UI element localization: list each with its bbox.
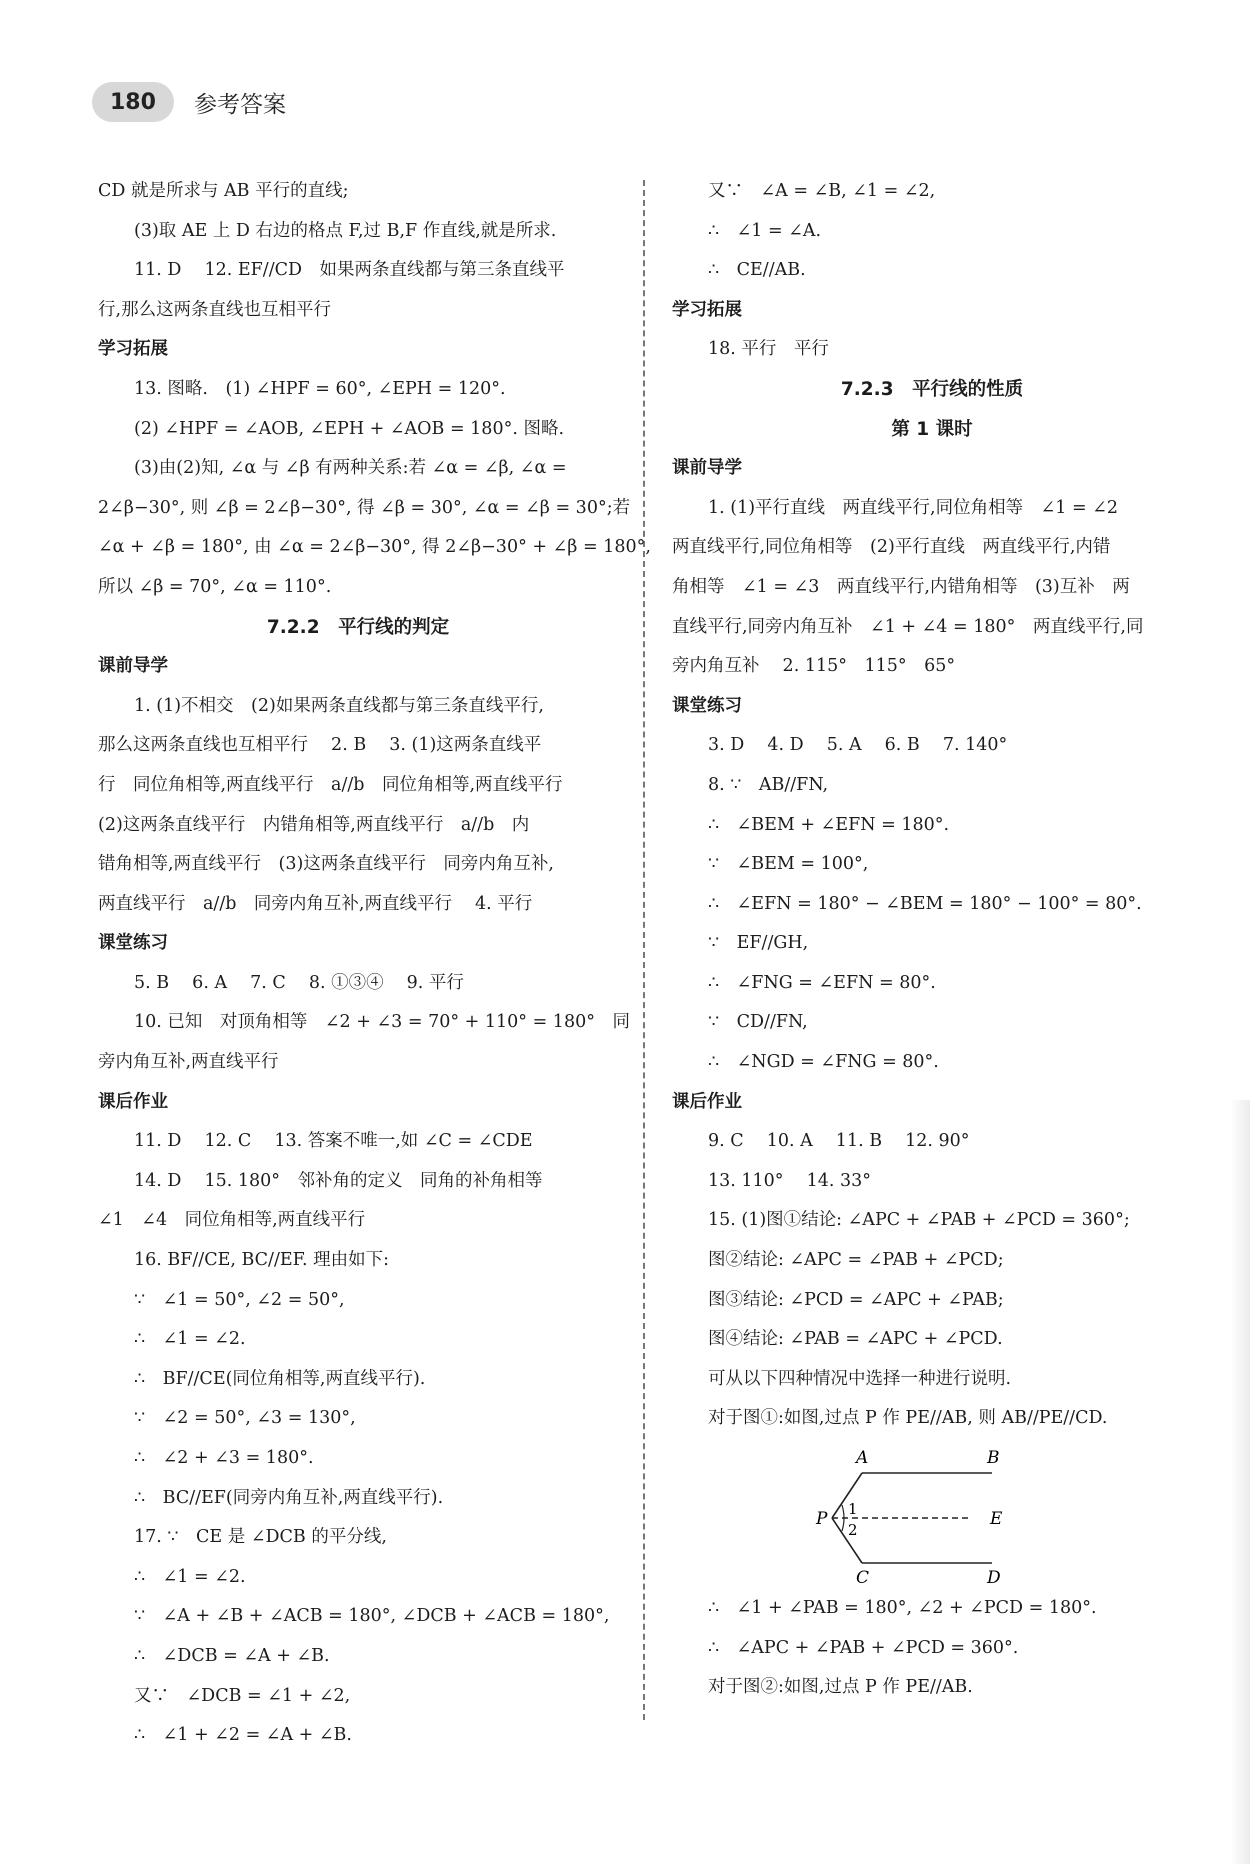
text-line: 15. (1)图①结论: ∠APC + ∠PAB + ∠PCD = 360°; xyxy=(708,1210,1130,1231)
text-line: ∵ ∠A + ∠B + ∠ACB = 180°, ∠DCB + ∠ACB = 180°, xyxy=(134,1606,610,1627)
text-line: 旁内角互补 2. 115° 115° 65° xyxy=(672,656,956,677)
text-line: ∵ CD//FN, xyxy=(708,1012,808,1033)
section-title: 7.2.2 平行线的判定 xyxy=(266,616,450,638)
text-line: 行 同位角相等,两直线平行 a//b 同位角相等,两直线平行 xyxy=(98,774,563,795)
label-b: B xyxy=(987,1448,1000,1468)
text-line: 5. B 6. A 7. C 8. ①③④ 9. 平行 xyxy=(134,972,464,993)
text-line: 11. D 12. C 13. 答案不唯一,如 ∠C = ∠CDE xyxy=(134,1131,533,1152)
text-line: ∴ ∠1 = ∠2. xyxy=(134,1566,246,1587)
page-number: 180 xyxy=(92,82,174,122)
text-line: 两直线平行,同位角相等 (2)平行直线 两直线平行,内错 xyxy=(672,537,1111,558)
left-column xyxy=(98,172,651,1756)
text-line: (2) ∠HPF = ∠AOB, ∠EPH + ∠AOB = 180°. 图略. xyxy=(134,418,565,439)
text-line: (3)取 AE 上 D 右边的格点 F,过 B,F 作直线,就是所求. xyxy=(134,220,557,241)
label-d: D xyxy=(987,1568,1001,1588)
label-c: C xyxy=(856,1568,870,1588)
label-angle-1: 1 xyxy=(848,1500,858,1518)
text-line: 对于图②:如图,过点 P 作 PE//AB. xyxy=(708,1677,973,1698)
section-heading: 课堂练习 xyxy=(98,933,168,954)
text-line: ∴ ∠1 = ∠2. xyxy=(134,1329,246,1350)
text-line: ∵ ∠BEM = 100°, xyxy=(708,854,869,875)
section-heading: 课前导学 xyxy=(672,458,742,479)
text-line: ∵ ∠1 = 50°, ∠2 = 50°, xyxy=(134,1289,345,1310)
text-line: 10. 已知 对顶角相等 ∠2 + ∠3 = 70° + 110° = 180° 同 xyxy=(134,1012,630,1033)
right-column-top xyxy=(672,172,1192,1439)
text-line: ∴ ∠BEM + ∠EFN = 180°. xyxy=(708,814,950,835)
text-line: 13. 图略. (1) ∠HPF = 60°, ∠EPH = 120°. xyxy=(134,378,506,399)
text-line: 两直线平行 a//b 同旁内角互补,两直线平行 4. 平行 xyxy=(98,893,533,914)
text-line: 错角相等,两直线平行 (3)这两条直线平行 同旁内角互补, xyxy=(98,854,554,875)
right-column-bottom xyxy=(672,1589,1192,1708)
section-heading: 课前导学 xyxy=(98,656,168,677)
text-line: 又∵ ∠DCB = ∠1 + ∠2, xyxy=(134,1685,351,1706)
label-angle-2: 2 xyxy=(848,1521,858,1539)
text-line: ∴ ∠EFN = 180° − ∠BEM = 180° − 100° = 80°. xyxy=(708,893,1142,914)
text-line: 8. ∵ AB//FN, xyxy=(708,774,829,795)
text-line: 可从以下四种情况中选择一种进行说明. xyxy=(708,1368,1012,1389)
text-line: ∴ ∠APC + ∠PAB + ∠PCD = 360°. xyxy=(708,1637,1019,1658)
text-line: ∵ ∠2 = 50°, ∠3 = 130°, xyxy=(134,1408,356,1429)
text-line: 角相等 ∠1 = ∠3 两直线平行,内错角相等 (3)互补 两 xyxy=(672,576,1130,597)
text-line: 图②结论: ∠APC = ∠PAB + ∠PCD; xyxy=(708,1250,1004,1271)
text-line: ∴ ∠1 = ∠A. xyxy=(708,220,822,241)
text-line: ∴ ∠1 + ∠PAB = 180°, ∠2 + ∠PCD = 180°. xyxy=(708,1598,1097,1618)
text-line: 14. D 15. 180° 邻补角的定义 同角的补角相等 xyxy=(134,1170,543,1191)
section-heading: 课堂练习 xyxy=(672,695,742,716)
text-line: ∴ ∠1 + ∠2 = ∠A + ∠B. xyxy=(134,1725,352,1746)
label-a: A xyxy=(856,1448,869,1468)
text-line: CD 就是所求与 AB 平行的直线; xyxy=(98,181,349,201)
diagram-figure-1 xyxy=(816,1443,1022,1588)
section-heading: 课后作业 xyxy=(672,1091,742,1112)
text-line: 16. BF//CE, BC//EF. 理由如下: xyxy=(134,1250,390,1271)
text-line: (2)这两条直线平行 内错角相等,两直线平行 a//b 内 xyxy=(98,814,530,835)
text-line: ∠1 ∠4 同位角相等,两直线平行 xyxy=(98,1210,366,1231)
text-line: ∠α + ∠β = 180°, 由 ∠α = 2∠β−30°, 得 2∠β−30° + ∠β = 180°, xyxy=(98,537,651,558)
text-line: ∴ ∠2 + ∠3 = 180°. xyxy=(134,1448,314,1468)
text-line: 2∠β−30°, 则 ∠β = 2∠β−30°, 得 ∠β = 30°, ∠α = ∠β = 30°;若 xyxy=(98,497,631,518)
text-line: 行,那么这两条直线也互相平行 xyxy=(98,299,332,320)
text-line: 图③结论: ∠PCD = ∠APC + ∠PAB; xyxy=(708,1289,1004,1310)
label-p: P xyxy=(816,1509,828,1529)
text-line: 18. 平行 平行 xyxy=(708,339,829,360)
text-line: 1. (1)平行直线 两直线平行,同位角相等 ∠1 = ∠2 xyxy=(708,497,1118,518)
text-line: 直线平行,同旁内角互补 ∠1 + ∠4 = 180° 两直线平行,同 xyxy=(672,616,1144,637)
right-column xyxy=(672,172,1192,1708)
text-line: ∴ ∠NGD = ∠FNG = 80°. xyxy=(708,1052,939,1073)
text-line: 9. C 10. A 11. B 12. 90° xyxy=(708,1131,970,1152)
text-line: 13. 110° 14. 33° xyxy=(708,1170,872,1191)
text-line: ∴ ∠DCB = ∠A + ∠B. xyxy=(134,1645,330,1666)
page-header xyxy=(92,80,286,124)
section-heading: 学习拓展 xyxy=(672,299,742,320)
section-heading: 学习拓展 xyxy=(98,339,168,360)
text-line: 对于图①:如图,过点 P 作 PE//AB, 则 AB//PE//CD. xyxy=(708,1408,1108,1429)
text-line: ∴ BC//EF(同旁内角互补,两直线平行). xyxy=(134,1487,444,1508)
text-line: 17. ∵ CE 是 ∠DCB 的平分线, xyxy=(134,1527,387,1548)
text-line: 旁内角互补,两直线平行 xyxy=(98,1052,279,1073)
section-heading: 课后作业 xyxy=(98,1091,168,1112)
section-title: 第 1 课时 xyxy=(891,418,973,440)
text-line: 又∵ ∠A = ∠B, ∠1 = ∠2, xyxy=(708,181,936,201)
text-line: 图④结论: ∠PAB = ∠APC + ∠PCD. xyxy=(708,1329,1003,1350)
text-line: ∴ CE//AB. xyxy=(708,260,806,281)
text-line: 11. D 12. EF//CD 如果两条直线都与第三条直线平 xyxy=(134,260,565,281)
label-e: E xyxy=(990,1509,1003,1529)
text-line: 3. D 4. D 5. A 6. B 7. 140° xyxy=(708,735,1008,756)
page-edge-shadow xyxy=(1230,1100,1250,1864)
text-line: 那么这两条直线也互相平行 2. B 3. (1)这两条直线平 xyxy=(98,735,542,756)
text-line: 所以 ∠β = 70°, ∠α = 110°. xyxy=(98,576,332,597)
text-line: ∴ ∠FNG = ∠EFN = 80°. xyxy=(708,972,936,993)
text-line: ∴ BF//CE(同位角相等,两直线平行). xyxy=(134,1368,426,1389)
text-line: ∵ EF//GH, xyxy=(708,933,809,954)
section-title: 7.2.3 平行线的性质 xyxy=(840,378,1024,400)
parallel-lines-diagram xyxy=(672,1439,1192,1589)
column-divider xyxy=(643,180,645,1720)
text-line: 1. (1)不相交 (2)如果两条直线都与第三条直线平行, xyxy=(134,695,544,716)
text-line: (3)由(2)知, ∠α 与 ∠β 有两种关系:若 ∠α = ∠β, ∠α = xyxy=(134,458,567,479)
page-title: 参考答案 xyxy=(193,91,286,118)
